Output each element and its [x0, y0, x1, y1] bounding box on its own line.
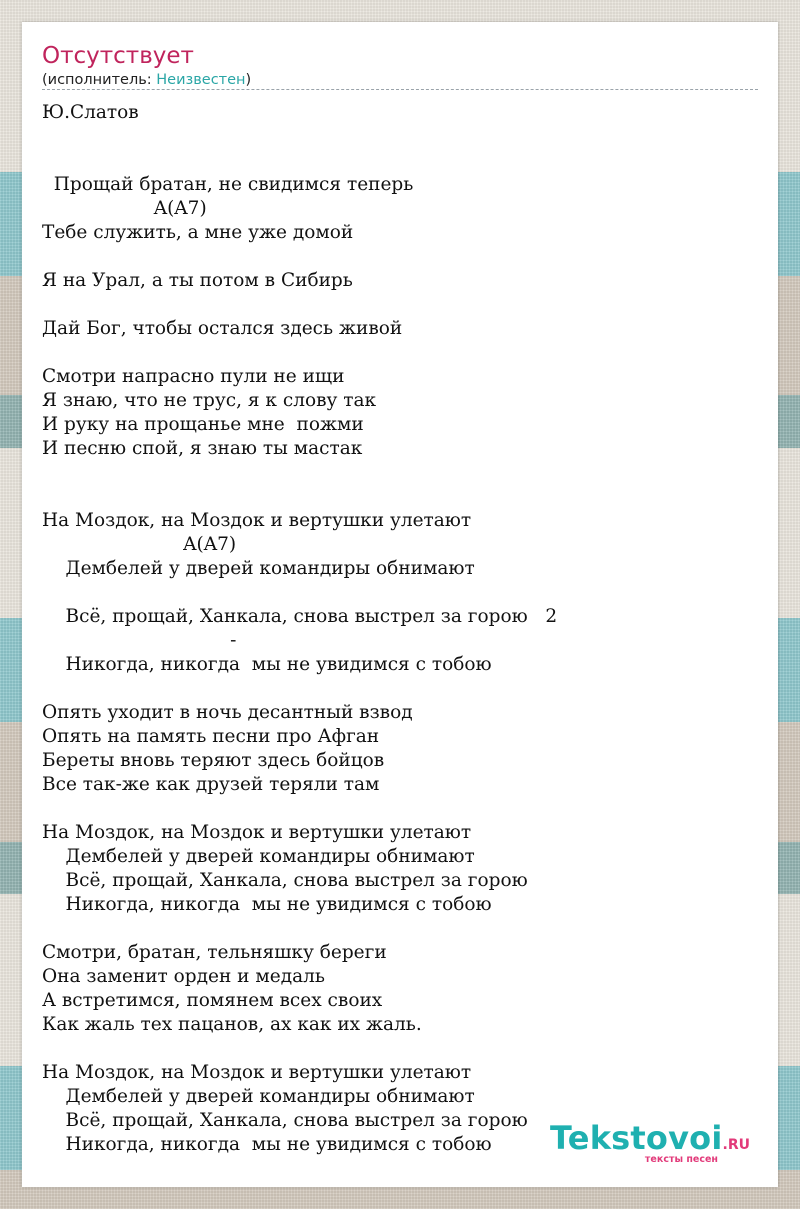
title-divider	[42, 89, 758, 90]
song-title: Отсутствует	[42, 43, 194, 69]
artist-prefix: (исполнитель:	[42, 72, 157, 88]
lyrics-card	[22, 22, 778, 1187]
logo-wordmark: Tekstovoi	[550, 1119, 723, 1157]
logo-tagline: тексты песен	[644, 1154, 718, 1165]
site-logo[interactable]	[550, 1121, 750, 1165]
artist-link[interactable]: Неизвестен	[156, 72, 246, 88]
logo-tld: .RU	[722, 1137, 750, 1153]
lyrics-text: Ю.Слатов Прощай братан, не свидимся теперь A(A7) Тебе служить, а мне уже домой Я на Урал, а ты потом в Сибирь Дай Бог, чтобы остался здесь живой Смотри напрасно пули не ищи Я знаю, что не трус, я к слову так И руку на прощанье мне пожми И песню спой, я знаю ты мастак На Моздок, на Моздок и вертушки улетают A(A7) Дембелей у дверей командиры обнимают Всё, прощай, Ханкала, снова выстрел за горою 2 - Никогда, никогда мы не увидимся с тобою Опять уходит в ночь десантный взвод Опять на память песни про Афган Береты вновь теряют здесь бойцов Все так-же как друзей теряли там На Моздок, на Моздок и вертушки улетают Дембелей у дверей командиры обнимают Всё, прощай, Ханкала, снова выстрел за горою Никогда, никогда мы не увидимся с тобою Смотри, братан, тельняшку береги Она заменит орден и медаль А встретимся, помянем всех своих Как жаль тех пацанов, ах как их жаль. На Моздок, на Моздок и вертушки улетают Дембелей у дверей командиры обнимают Всё, прощай, Ханкала, снова выстрел за горою Никогда, никогда мы не увидимся с тобою	[42, 102, 558, 1155]
artist-line	[42, 71, 251, 89]
artist-suffix: )	[245, 72, 252, 88]
